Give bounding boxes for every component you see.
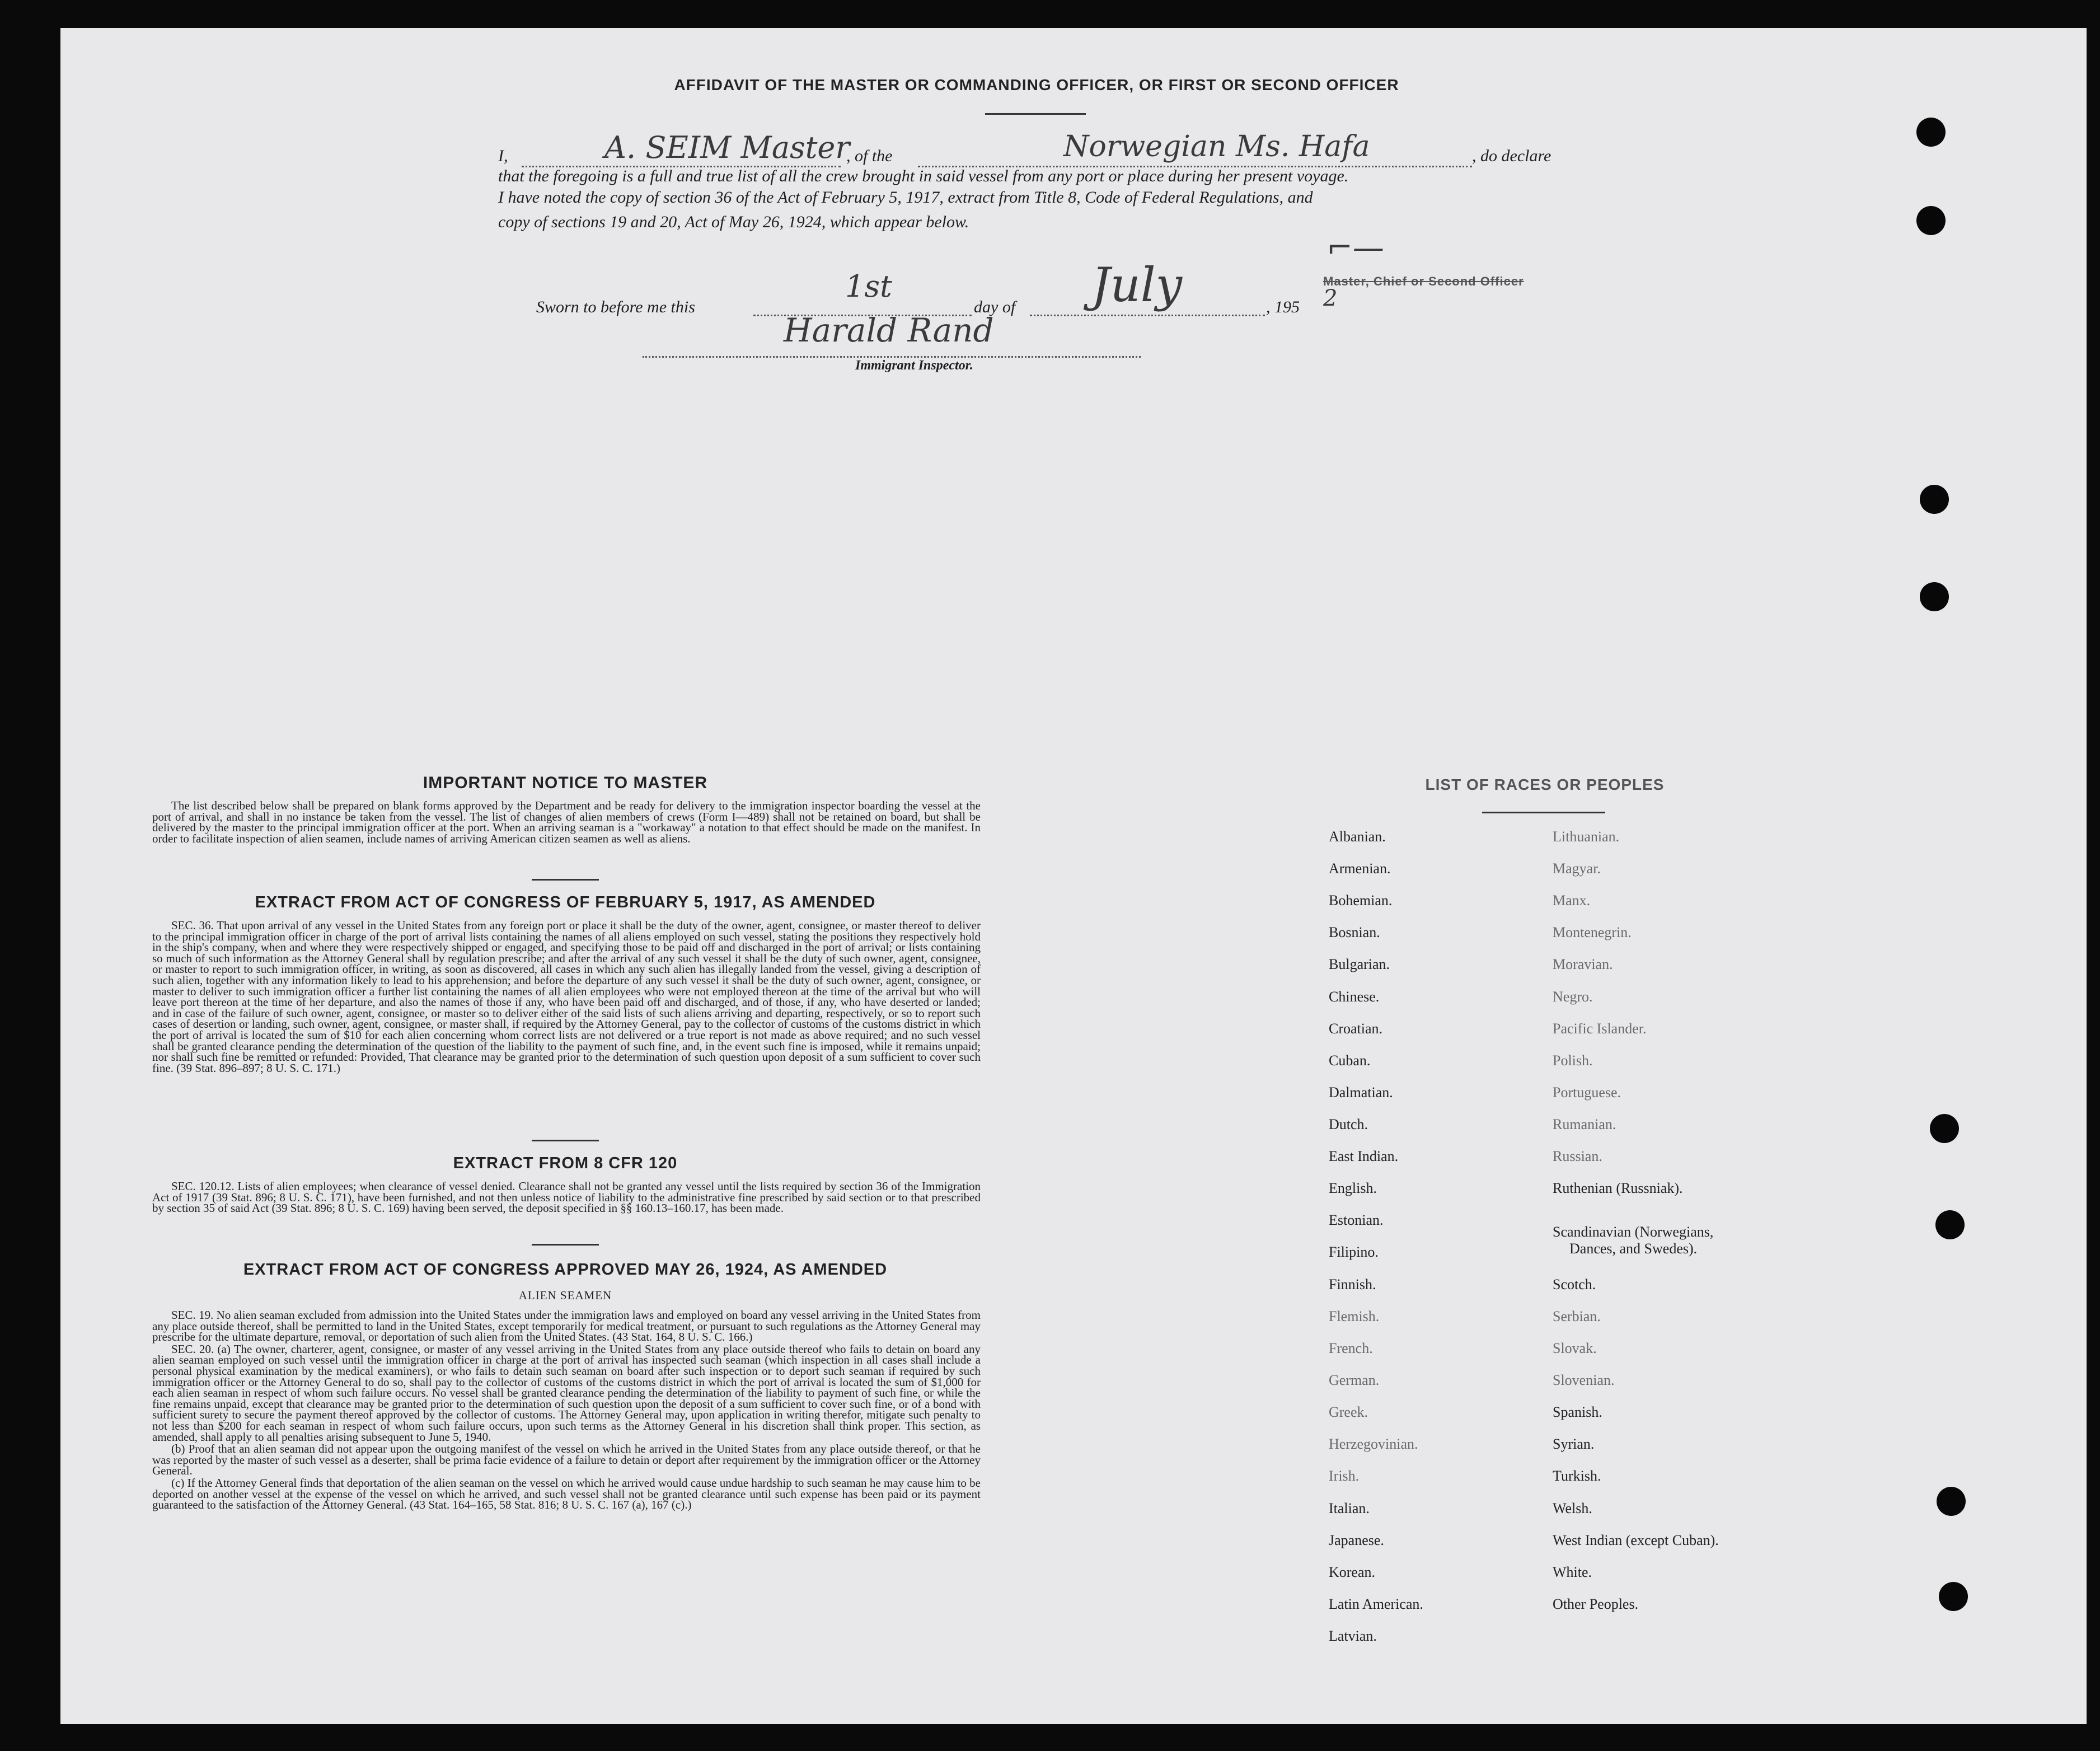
- race-item: Ruthenian (Russniak).: [1553, 1180, 1683, 1196]
- race-item: Other Peoples.: [1553, 1596, 1639, 1612]
- sworn-label: Sworn to before me this: [536, 298, 695, 316]
- year-handwritten: 2: [1323, 285, 1338, 311]
- affidavit-line-2: that the foregoing is a full and true list of all the crew brought in said vessel from any port or place during her present voyage.: [498, 167, 1349, 185]
- section-divider: [532, 1140, 599, 1141]
- extract-1924-body: [152, 1310, 981, 1512]
- sec-19-paragraph: SEC. 19. No alien seaman excluded from admission into the United States under the immigration laws and employed on board any vessel arriving in the United States from any place outside thereof, shall be permitted to land in the United States, except temporarily for medical treatment, or pursuant to such regulations as the Attorney General may prescribe for the ultimate departure, removal, or deportation of such alien from the United States. (43 Stat. 164, 8 U. S. C. 166.): [152, 1308, 981, 1344]
- race-item: German.: [1329, 1372, 1380, 1388]
- race-item: Serbian.: [1553, 1308, 1601, 1324]
- races-rule: [1482, 812, 1605, 813]
- extract-1917-body: [152, 920, 981, 1075]
- race-item: Latin American.: [1329, 1596, 1423, 1612]
- race-item: Scandinavian (Norwegians,: [1553, 1224, 1714, 1240]
- race-item: Magyar.: [1553, 860, 1601, 877]
- race-item: Rumanian.: [1553, 1116, 1616, 1132]
- punch-hole: [1935, 1210, 1965, 1239]
- alien-seamen-subtitle: ALIEN SEAMEN: [518, 1289, 612, 1302]
- race-item: Latvian.: [1329, 1628, 1377, 1644]
- race-item: Estonian.: [1329, 1212, 1384, 1228]
- punch-hole: [1937, 1487, 1966, 1516]
- master-name-handwritten: A. SEIM Master: [604, 130, 850, 165]
- race-item: English.: [1329, 1180, 1377, 1196]
- inspector-line: [643, 356, 1141, 358]
- vessel-name-handwritten: Norwegian Ms. Hafa: [1063, 130, 1370, 163]
- race-item: Scotch.: [1553, 1276, 1596, 1293]
- races-title: LIST OF RACES OR PEOPLES: [1425, 776, 1665, 793]
- punch-hole: [1920, 582, 1949, 611]
- race-item: Negro.: [1553, 989, 1593, 1005]
- of-the-text: , of the: [846, 147, 893, 165]
- race-item: Greek.: [1329, 1404, 1368, 1420]
- race-item: Flemish.: [1329, 1308, 1380, 1324]
- race-item: West Indian (except Cuban).: [1553, 1532, 1719, 1548]
- affidavit-line-4: copy of sections 19 and 20, Act of May 26, 1924, which appear below.: [498, 213, 969, 231]
- race-item: Dutch.: [1329, 1116, 1368, 1132]
- notice-paragraph: The list described below shall be prepared on blank forms approved by the Department and be ready for delivery to the immigration inspector boarding the vessel at the port of arrival, and shall in no instance be taken from the vessel. The list of changes of alien members of crews (Form I—489) shall not be retained on board, but shall be delivered by the master to the principal immigration officer at the port. When an arriving seaman is a "workaway" a notation to that effect should be made on the manifest. In order to facilitate inspection of alien seamen, include names of arriving American citizen seamen as well as aliens.: [152, 799, 981, 845]
- month-handwritten: July: [1091, 258, 1183, 312]
- affidavit-title: AFFIDAVIT OF THE MASTER OR COMMANDING OFFICER, OR FIRST OR SECOND OFFICER: [674, 76, 1399, 93]
- day-of-label: day of: [974, 298, 1016, 316]
- race-item: Irish.: [1329, 1468, 1360, 1484]
- race-item: Bohemian.: [1329, 892, 1393, 909]
- race-item: Armenian.: [1329, 860, 1391, 877]
- punch-hole: [1939, 1582, 1968, 1611]
- race-item: Bosnian.: [1329, 924, 1380, 940]
- section-divider: [532, 1244, 599, 1246]
- race-item: Montenegrin.: [1553, 924, 1632, 940]
- race-item: Chinese.: [1329, 989, 1380, 1005]
- inspector-label: Immigrant Inspector.: [855, 358, 973, 373]
- race-item: Moravian.: [1553, 956, 1613, 972]
- extract-1917-title: EXTRACT FROM ACT OF CONGRESS OF FEBRUARY 5, 1917, AS AMENDED: [255, 893, 876, 911]
- sec-20b-paragraph: (b) Proof that an alien seaman did not appear upon the outgoing manifest of the vessel on which he arrived in the United States from any place outside thereof, or that he was reported by the master of such vessel as a deserter, shall be prima facie evidence of a failure to detain or deport after requirement by the immigration officer or the Attorney General.: [152, 1442, 981, 1478]
- race-item: Italian.: [1329, 1500, 1370, 1516]
- race-item: Welsh.: [1553, 1500, 1592, 1516]
- race-item: Turkish.: [1553, 1468, 1601, 1484]
- cfr-body: [152, 1181, 981, 1215]
- sec-120-paragraph: SEC. 120.12. Lists of alien employees; when clearance of vessel denied. Clearance shall not be granted any vessel until the lists required by section 36 of the Immigration Act of 1917 (39 Stat. 896; 8 U. S. C. 171), have been furnished, and not then unless notice of liability to the administrative fine prescribed by said section or to that prescribed by section 35 of said Act (39 Stat. 896; 8 U. S. C. 169) having been served, the deposit specified in §§ 160.13–160.17, has been made.: [152, 1179, 981, 1215]
- race-item: Dalmatian.: [1329, 1084, 1393, 1101]
- do-declare-text: , do declare: [1472, 147, 1551, 165]
- punch-hole: [1930, 1114, 1959, 1143]
- sec-20c-paragraph: (c) If the Attorney General finds that deportation of the alien seaman on the vessel on which he arrived would cause undue hardship to such seaman he may cause him to be deported on another vessel at the expense of the vessel on which he arrived, and such vessel shall not be granted clearance until such expense has been paid or its payment guaranteed to the satisfaction of the Attorney General. (43 Stat. 164–165, 58 Stat. 816; 8 U. S. C. 167 (a), 167 (c).): [152, 1476, 981, 1512]
- race-item: Russian.: [1553, 1148, 1602, 1164]
- notice-title: IMPORTANT NOTICE TO MASTER: [423, 774, 708, 792]
- race-item: Manx.: [1553, 892, 1591, 909]
- sec-20a-paragraph: SEC. 20. (a) The owner, charterer, agent, consignee, or master of any vessel arriving in the United States from any place outside thereof who fails to detain on board any alien seaman employed on such vessel until the immigration officer in charge at the port of arrival has inspected such seaman (which inspection in all cases shall include a personal physical examination by the medical examiners), or who fails to detain such seaman on board after such inspection or to deport such seaman if required by such immigration officer or the Attorney General to do so, shall pay to the collector of customs of the customs district in which the port of arrival is located the sum of $1,000 for each alien seaman in respect of whom such failure occurs. No vessel shall be granted clearance pending the determination of the liability to payment of such fine, or while the fine remains unpaid, except that clearance may be granted prior to the determination of such question upon the deposit of a sum sufficient to cover such fine, or of a bond with sufficient surety to secure the payment thereof approved by the collector of customs. The Attorney General may, upon application in writing therefor, mitigate such penalty to not less than $200 for each seaman in respect of whom such failure occurs, upon such terms as the Attorney General in his discretion shall think proper. This section, as amended, shall apply to all penalties arising subsequent to June 5, 1940.: [152, 1342, 981, 1444]
- race-item: French.: [1329, 1340, 1373, 1356]
- race-item: Spanish.: [1553, 1404, 1602, 1420]
- sec-36-paragraph: SEC. 36. That upon arrival of any vessel in the United States from any foreign port or place it shall be the duty of the owner, agent, consignee, or master thereof to deliver to the principal immigration officer in charge of the port of arrival lists containing the names of all aliens employed on such vessel, stating the positions they respectively hold in the ship's company, when and where they were respectively shipped or engaged, and specifying those to be paid off and discharged in the port of arrival; or lists containing so much of such information as the Attorney General shall by regulation prescribe; and after the arrival of any such vessel it shall be the duty of such owner, agent, consignee, or master to report to such immigration officer, in writing, as soon as discovered, all cases in which any such alien has illegally landed from the vessel, giving a description of such alien, together with any information likely to lead to his apprehension; and before the departure of any such vessel it shall be the duty of such owner, agent, consignee, or master to deliver to such immigration officer a further list containing the names of all alien employees who were not employed thereon at the time of the arrival but who will leave port thereon at the time of her departure, and also the names of those if any, who have been paid off and discharged, and of those, if any, who have deserted or landed; and in case of the failure of such owner, agent, consignee, or master so to deliver either of the said lists of such aliens arriving and departing, respectively, or so to report such cases of desertion or landing, such owner, agent, consignee, or master shall, if required by the Attorney General, pay to the collector of customs of the customs district in which the port of arrival is located the sum of $10 for each alien concerning whom correct lists are not delivered or a true report is not made as above required; and no such vessel shall be granted clearance pending the determination of the question of the liability to the payment of such fine, and, in the event such fine is imposed, while it remains unpaid; nor shall such fine be remitted or refunded: Provided, That clearance may be granted prior to the determination of such question upon deposit of a sum sufficient to cover such fine. (39 Stat. 896–897; 8 U. S. C. 171.): [152, 919, 981, 1075]
- year-prefix: , 195: [1266, 298, 1300, 316]
- race-item: Albanian.: [1329, 828, 1386, 845]
- race-item: Herzegovinian.: [1329, 1436, 1418, 1452]
- race-item: Lithuanian.: [1553, 828, 1620, 845]
- affidavit-line-3: I have noted the copy of section 36 of the Act of February 5, 1917, extract from Title 8, Code of Federal Regulations, and: [498, 188, 1313, 207]
- master-signature-handwritten: ⌐—: [1326, 230, 1384, 266]
- month-line: [1030, 315, 1265, 316]
- race-item: Portuguese.: [1553, 1084, 1621, 1101]
- affidavit-i: I,: [498, 147, 508, 165]
- race-item: Japanese.: [1329, 1532, 1384, 1548]
- extract-1924-title: EXTRACT FROM ACT OF CONGRESS APPROVED MAY 26, 1924, AS AMENDED: [243, 1261, 888, 1279]
- race-item: Filipino.: [1329, 1244, 1379, 1260]
- punch-hole: [1916, 206, 1946, 235]
- race-item: Dances, and Swedes).: [1569, 1240, 1698, 1257]
- race-item: Korean.: [1329, 1564, 1376, 1580]
- signature-title: Master, Chief or Second Officer: [1323, 274, 1524, 288]
- race-item: Slovak.: [1553, 1340, 1597, 1356]
- race-item: Croatian.: [1329, 1020, 1383, 1037]
- punch-hole: [1920, 485, 1949, 514]
- race-item: Pacific Islander.: [1553, 1020, 1647, 1037]
- race-item: Syrian.: [1553, 1436, 1595, 1452]
- race-item: Bulgarian.: [1329, 956, 1390, 972]
- race-item: Polish.: [1553, 1052, 1593, 1069]
- race-item: Cuban.: [1329, 1052, 1371, 1069]
- race-item: Slovenian.: [1553, 1372, 1615, 1388]
- race-item: East Indian.: [1329, 1148, 1399, 1164]
- inspector-signature-handwritten: Harald Rand: [784, 311, 994, 349]
- cfr-title: EXTRACT FROM 8 CFR 120: [453, 1154, 678, 1172]
- notice-body: [152, 800, 981, 845]
- punch-hole: [1916, 118, 1946, 147]
- title-rule: [985, 113, 1086, 115]
- day-handwritten: 1st: [845, 269, 892, 304]
- section-divider: [532, 879, 599, 881]
- race-item: Finnish.: [1329, 1276, 1376, 1293]
- race-item: White.: [1553, 1564, 1592, 1580]
